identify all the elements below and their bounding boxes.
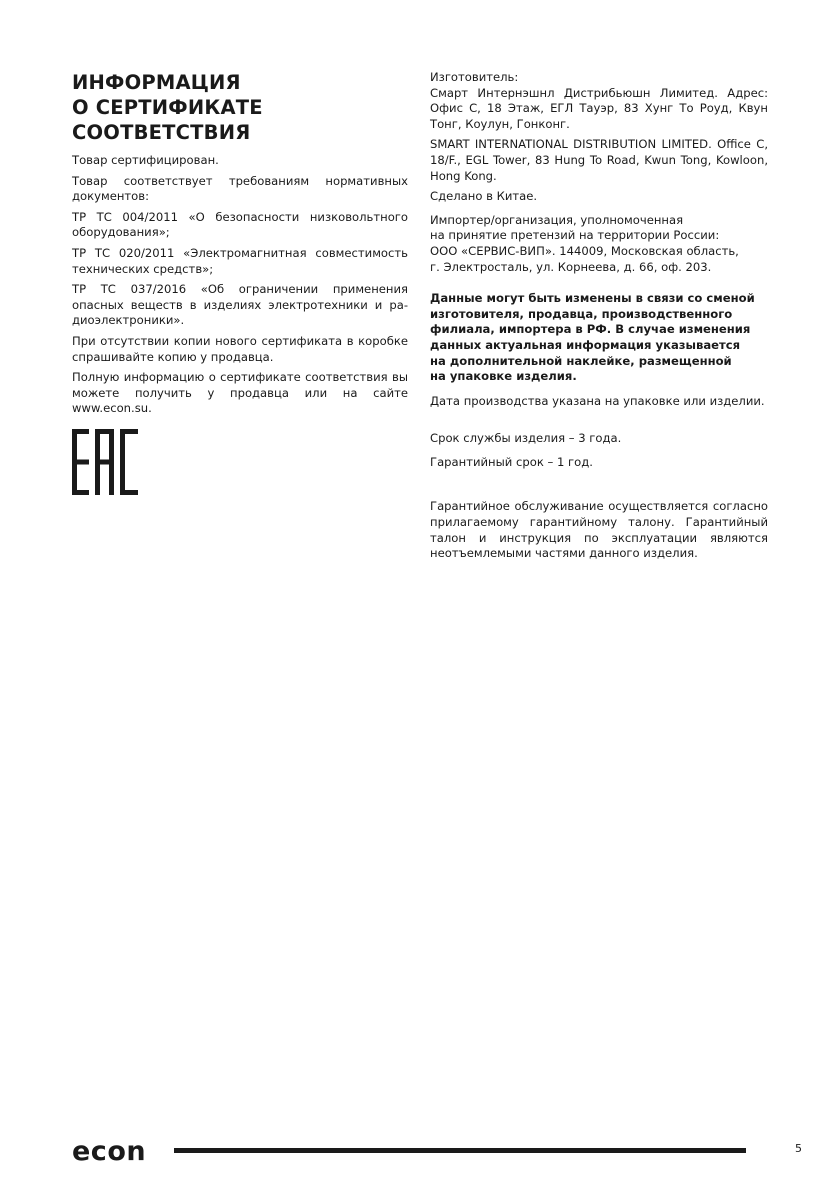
econ-logo-text: econ [72, 1137, 147, 1165]
regulation-020: ТР ТС 020/2011 «Электромагнитная совместимость технических средств»; [72, 245, 408, 276]
notice-line: на дополнительной наклейке, размещенной [430, 353, 732, 368]
title-line: О СЕРТИФИКАТЕ [72, 96, 263, 119]
regulation-004: ТР ТС 004/2011 «О безопасности низковольтного оборудования»; [72, 209, 408, 240]
page-title [72, 70, 408, 145]
change-notice [430, 291, 768, 385]
manufacturer-en: SMART INTERNATIONAL DISTRIBUTION LIMITED. Office C, 18/F., EGL Tower, 83 Hung To Road, Kwun Tong, Kowloon, Hong Kong. [430, 137, 768, 183]
notice-line: на упаковке изделия. [430, 369, 577, 384]
notice-line: Данные могут быть изменены в связи со сменой [430, 291, 755, 306]
importer-line: Импортер/организация, уполномоченная [430, 212, 684, 227]
certified-text: Товар сертифицирован. [72, 153, 219, 167]
made-in: Сделано в Китае. [430, 189, 538, 204]
right-column [430, 70, 768, 567]
importer-block [430, 213, 768, 275]
econ-logo [72, 1137, 154, 1165]
page-number: 5 [795, 1142, 802, 1155]
service-life: Срок службы изделия – 3 года. [430, 431, 622, 446]
footer-divider [174, 1148, 746, 1153]
importer-line: на принятие претензий на территории России: [430, 228, 720, 243]
importer-line: ООО «СЕРВИС-ВИП». 144009, Московская область, [430, 243, 739, 258]
title-line: ИНФОРМАЦИЯ [72, 71, 241, 94]
title-line: СООТВЕТСТВИЯ [72, 121, 251, 144]
notice-line: данных актуальная информация указывается [430, 337, 741, 352]
certificate-info-text: Полную информацию о сертификате соответствия вы можете получить у продавца или на сайте www.econ.su. [72, 370, 408, 416]
importer-line: г. Электросталь, ул. Корнеева, д. 66, оф. 203. [430, 259, 712, 274]
production-date: Дата производства указана на упаковке или изделии. [430, 393, 765, 408]
notice-line: филиала, импортера в РФ. В случае изменения [430, 322, 751, 337]
certificate-copy-text: При отсутствии копии нового сертификата в коробке спрашивайте копию у продавца. [72, 333, 408, 364]
warranty-service: Гарантийное обслуживание осуществляется согласно прилагаемому гарантийному талону. Гарантийный талон и инструкция по эксплуатации являются неотъемлемыми частями данного изделия. [430, 499, 768, 561]
regulation-037: ТР ТС 037/2016 «Об ограничении применения опасных веществ в изделиях электротехники и радиоэлектроники». [72, 282, 408, 328]
left-column [72, 70, 408, 495]
compliance-text: Товар соответствует требованиям нормативных документов: [72, 173, 408, 204]
warranty-period: Гарантийный срок – 1 год. [430, 454, 593, 469]
manufacturer-label: Изготовитель: [430, 70, 519, 84]
manufacturer-ru: Смарт Интернэшнл Дистрибьюшн Лимитед. Адрес: Офис C, 18 Этаж, ЕГЛ Тауэр, 83 Хунг То Роуд, Квун Тонг, Коулун, Гонконг. [430, 85, 768, 131]
eac-mark-icon [72, 429, 138, 495]
notice-line: изготовителя, продавца, производственного [430, 306, 733, 321]
